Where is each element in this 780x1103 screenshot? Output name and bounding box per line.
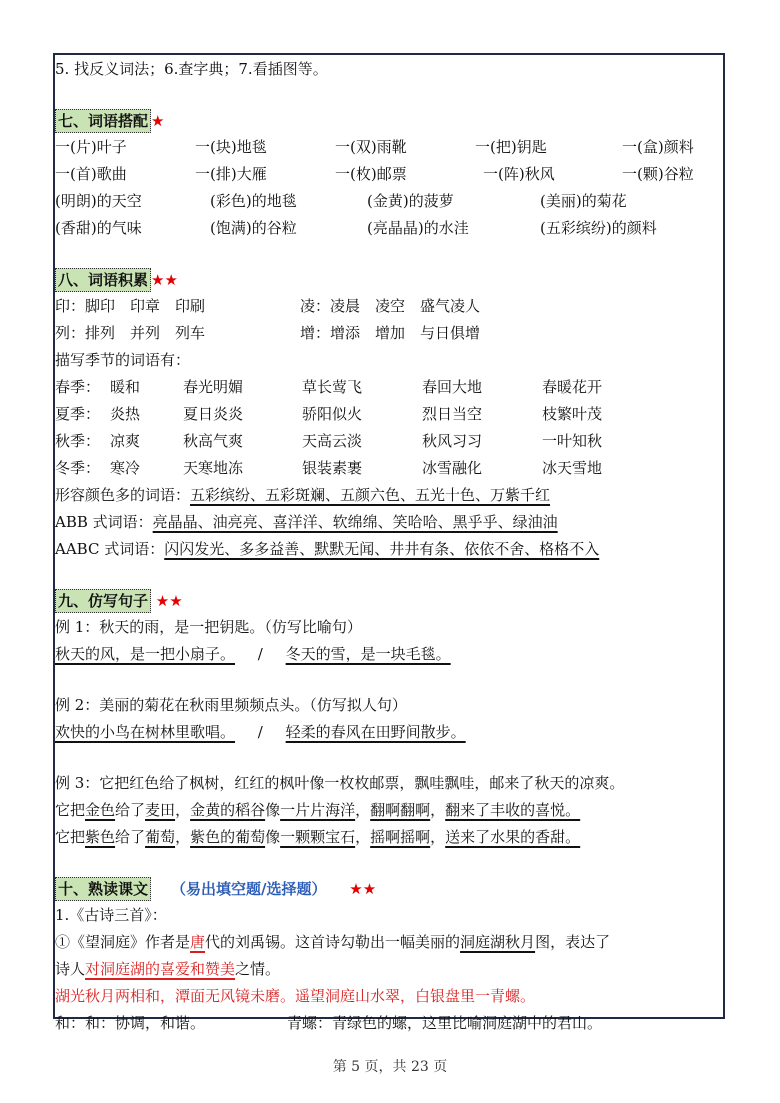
season-word: 春光明媚 — [183, 378, 244, 396]
text: 诗人 — [55, 960, 86, 978]
collocation: 一(片)叶子 — [55, 138, 127, 156]
season-row-autumn — [55, 428, 725, 455]
season-label: 春季： — [55, 378, 101, 396]
text: 它把 — [55, 828, 86, 846]
answer-b: 轻柔的春风在田野间散步。 — [285, 723, 466, 741]
season-word: 银装素裹 — [302, 459, 363, 477]
page-footer: 第 5 页，共 23 页 — [332, 1059, 448, 1075]
text: ， — [175, 801, 191, 819]
star-icon: ★★ — [349, 880, 377, 898]
season-word: 秋风习习 — [422, 432, 483, 450]
section7-row2 — [55, 161, 725, 188]
season-word: 一叶知秋 — [542, 432, 603, 450]
collocation: 一(枚)邮票 — [335, 165, 407, 183]
gloss-right: 青螺：青绿色的螺，这里比喻洞庭湖中的君山。 — [287, 1014, 603, 1032]
star-icon: ★ — [151, 112, 165, 130]
section8-row1 — [55, 293, 725, 320]
collocation: (饱满)的谷粒 — [210, 219, 297, 237]
text: ①《望洞庭》作者是 — [55, 933, 191, 951]
blank-fill: 摇啊摇啊 — [370, 828, 431, 846]
aabc-words: 闪闪发光、多多益善、默默无闻、井井有条、依依不舍、格格不入 — [164, 540, 600, 558]
example1-answers — [55, 641, 725, 668]
example3: 例 3：它把红色给了枫树，红红的枫叶像一枚枚邮票，飘哇飘哇，邮来了秋天的凉爽。 — [55, 774, 625, 792]
season-word: 枝繁叶茂 — [542, 405, 603, 423]
text: 给了 — [115, 828, 146, 846]
blank-fill: 一片片海洋 — [280, 801, 356, 819]
collocation: 一(阵)秋风 — [483, 165, 555, 183]
collocation: (明朗)的天空 — [55, 192, 142, 210]
color-words-label: 形容颜色多的词语： — [55, 486, 191, 504]
section7-row1 — [55, 134, 725, 161]
star-icon: ★★ — [151, 271, 178, 289]
text: 像 — [265, 828, 281, 846]
gloss-row — [55, 1010, 725, 1037]
season-word: 天高云淡 — [302, 432, 363, 450]
collocation: (金黄)的菠萝 — [367, 192, 454, 210]
word-group: 凌：凌晨 凌空 盛气凌人 — [300, 297, 481, 315]
section7-row4 — [55, 215, 725, 242]
text: 之情。 — [235, 960, 281, 978]
blank-fill: 一颗颗宝石 — [280, 828, 356, 846]
collocation: (彩色)的地毯 — [210, 192, 297, 210]
text: ， — [430, 828, 446, 846]
season-word: 烈日当空 — [422, 405, 483, 423]
season-word: 夏日炎炎 — [183, 405, 244, 423]
color-words: 五彩缤纷、五彩斑斓、五颜六色、五光十色、万紫千红 — [190, 486, 551, 504]
example3-answer1 — [55, 797, 725, 824]
word-group: 增：增添 增加 与日俱增 — [300, 324, 481, 342]
poem-intro-line1 — [55, 929, 725, 956]
abb-words-label: ABB 式词语： — [55, 513, 153, 531]
blank-fill: 翻啊翻啊 — [370, 801, 431, 819]
answer-b: 冬天的雪，是一块毛毯。 — [285, 645, 451, 663]
season-word: 春暖花开 — [542, 378, 603, 396]
text: 它把 — [55, 801, 86, 819]
blank-fill: 翻来了丰收的喜悦。 — [445, 801, 581, 819]
example2: 例 2：美丽的菊花在秋雨里频频点头。（仿写拟人句） — [55, 696, 407, 714]
season-word: 骄阳似火 — [302, 405, 363, 423]
text: ， — [175, 828, 191, 846]
poem-intro-line2 — [55, 956, 725, 983]
text: ， — [430, 801, 446, 819]
text: 给了 — [115, 801, 146, 819]
section9-title: 九、仿写句子 — [55, 589, 151, 613]
item1-title: 1.《古诗三首》： — [55, 906, 167, 924]
season-word: 冰天雪地 — [542, 459, 603, 477]
section10-heading-row — [55, 875, 725, 902]
poem-text: 湖光秋月两相和，潭面无风镜未磨。遥望洞庭山水翠，白银盘里一青螺。 — [55, 987, 536, 1005]
collocation: 一(颗)谷粒 — [622, 165, 694, 183]
text: ， — [355, 801, 371, 819]
highlight-red: 对洞庭湖的喜爱和赞美 — [85, 960, 236, 978]
section10-title: 十、熟读课文 — [55, 877, 151, 901]
blank-fill: 送来了水果的香甜。 — [445, 828, 581, 846]
star-icon: ★★ — [155, 592, 183, 610]
collocation: 一(首)歌曲 — [55, 165, 127, 183]
blank-fill: 金色 — [85, 801, 116, 819]
collocation: (香甜)的气味 — [55, 219, 142, 237]
color-words-row — [55, 482, 725, 509]
season-label: 冬季： — [55, 459, 101, 477]
section7-title: 七、词语搭配 — [55, 109, 151, 133]
abb-words-row — [55, 509, 725, 536]
separator: / — [257, 723, 263, 741]
abb-words: 亮晶晶、油亮亮、喜洋洋、软绵绵、笑哈哈、黑乎乎、绿油油 — [152, 513, 558, 531]
aabc-words-label: AABC 式词语： — [55, 540, 165, 558]
text: ， — [355, 828, 371, 846]
blank-fill: 洞庭湖秋月 — [460, 933, 536, 951]
blank-fill: 麦田 — [145, 801, 176, 819]
collocation: (亮晶晶)的水洼 — [367, 219, 469, 237]
season-word: 草长莺飞 — [302, 378, 363, 396]
aabc-words-row — [55, 536, 725, 563]
season-word: 暖和 — [110, 378, 141, 396]
answer-a: 秋天的风，是一把小扇子。 — [55, 645, 236, 663]
blank-fill: 紫色的葡萄 — [190, 828, 266, 846]
blank-fill: 金黄的稻谷 — [190, 801, 266, 819]
season-label: 夏季： — [55, 405, 101, 423]
word-group: 列：排列 并列 列车 — [55, 324, 206, 342]
text: 图，表达了 — [535, 933, 611, 951]
exam-note: （易出填空题/选择题） — [171, 880, 327, 898]
collocation: 一(把)钥匙 — [475, 138, 547, 156]
collocation: (五彩缤纷)的颜料 — [540, 219, 657, 237]
text: 像 — [265, 801, 281, 819]
separator: / — [257, 645, 263, 663]
text: 代的刘禹锡。这首诗勾勒出一幅美丽的 — [205, 933, 461, 951]
section7-row3 — [55, 188, 725, 215]
season-word: 寒冷 — [110, 459, 141, 477]
section8-heading-row — [55, 266, 725, 293]
season-word: 天寒地冻 — [183, 459, 244, 477]
season-word: 炎热 — [110, 405, 141, 423]
gloss-left: 和：和：协调，和谐。 — [55, 1014, 206, 1032]
highlight-red: 唐 — [190, 933, 206, 951]
answer-a: 欢快的小鸟在树林里歌唱。 — [55, 723, 236, 741]
season-row-spring — [55, 374, 725, 401]
collocation: 一(排)大雁 — [195, 165, 267, 183]
word-group: 印：脚印 印章 印刷 — [55, 297, 206, 315]
season-row-winter — [55, 455, 725, 482]
season-word: 冰雪融化 — [422, 459, 483, 477]
section8-title: 八、词语积累 — [55, 268, 151, 292]
season-word: 凉爽 — [110, 432, 141, 450]
section8-row2 — [55, 320, 725, 347]
section9-heading-row — [55, 587, 725, 614]
blank-fill: 葡萄 — [145, 828, 176, 846]
example1: 例 1：秋天的雨，是一把钥匙。（仿写比喻句） — [55, 618, 362, 636]
intro-line: 5. 找反义词法；6.查字典；7.看插图等。 — [55, 60, 328, 78]
example3-answer2 — [55, 824, 725, 851]
season-intro: 描写季节的词语有： — [55, 351, 191, 369]
collocation: 一(块)地毯 — [195, 138, 267, 156]
collocation: 一(盒)颜料 — [622, 138, 694, 156]
page-content — [55, 56, 725, 1037]
section7-heading-row — [55, 107, 725, 134]
collocation: 一(双)雨靴 — [335, 138, 407, 156]
season-label: 秋季： — [55, 432, 101, 450]
season-row-summer — [55, 401, 725, 428]
season-word: 秋高气爽 — [183, 432, 244, 450]
blank-fill: 紫色 — [85, 828, 116, 846]
example2-answers — [55, 719, 725, 746]
collocation: (美丽)的菊花 — [540, 192, 627, 210]
season-word: 春回大地 — [422, 378, 483, 396]
